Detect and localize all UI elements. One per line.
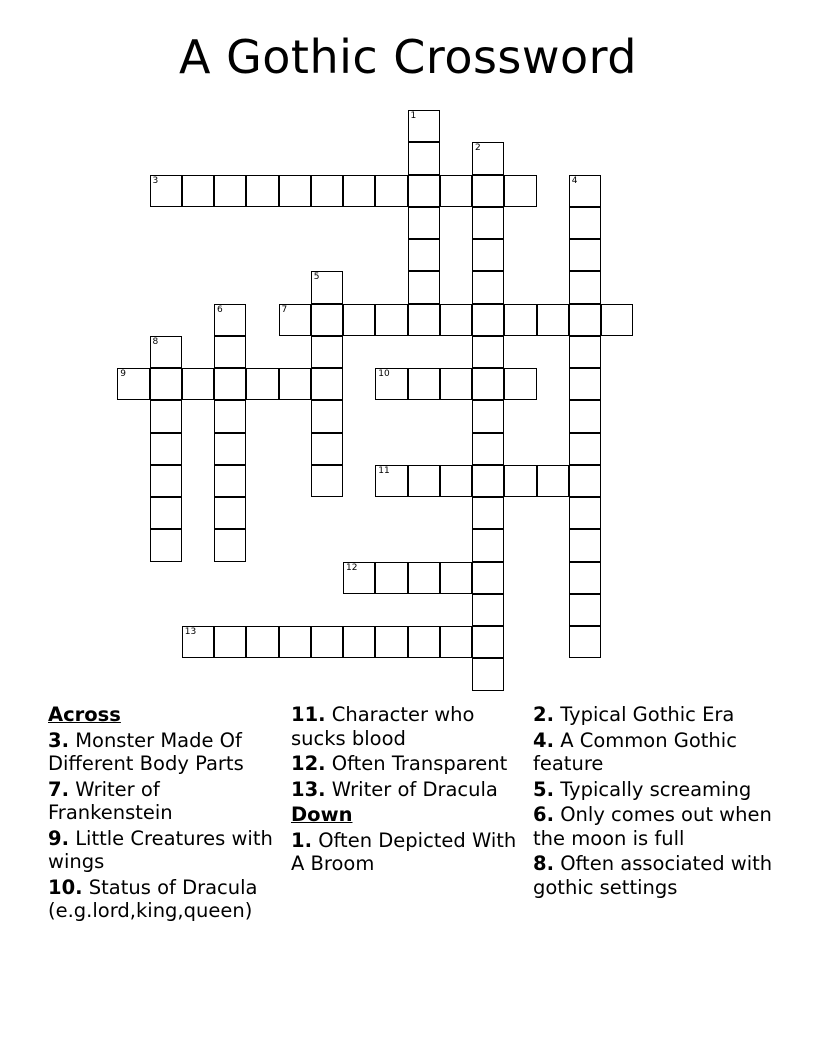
grid-cell[interactable]	[472, 433, 504, 465]
grid-cell[interactable]	[246, 626, 278, 658]
grid-cell[interactable]	[569, 626, 601, 658]
clue-across-12	[291, 752, 527, 776]
grid-cell[interactable]	[569, 594, 601, 626]
grid-cell[interactable]	[440, 368, 472, 400]
grid-cell[interactable]	[408, 110, 440, 142]
grid-cell[interactable]	[343, 304, 375, 336]
grid-cell[interactable]	[569, 207, 601, 239]
grid-cell[interactable]	[504, 368, 536, 400]
clue-text: Status of Dracula (e.g.lord,king,queen)	[48, 875, 258, 922]
grid-cell[interactable]	[569, 400, 601, 432]
clue-text: Little Creatures with wings	[48, 826, 273, 873]
clue-down-8	[533, 852, 773, 899]
clue-across-3	[48, 729, 284, 776]
grid-cell[interactable]	[472, 497, 504, 529]
grid-cell[interactable]	[472, 658, 504, 690]
grid-cell[interactable]	[472, 271, 504, 303]
clues-column-2	[291, 703, 527, 878]
grid-cell[interactable]	[214, 368, 246, 400]
clue-across-7	[48, 778, 284, 825]
clue-number-label: 10	[378, 369, 390, 379]
grid-cell[interactable]	[537, 304, 569, 336]
clue-text: Often Transparent	[331, 752, 508, 775]
grid-cell[interactable]	[214, 175, 246, 207]
grid-cell[interactable]	[343, 626, 375, 658]
clue-text: Monster Made Of Different Body Parts	[48, 728, 244, 775]
grid-cell[interactable]	[214, 529, 246, 561]
clue-number: 3.	[48, 728, 69, 752]
clue-number: 10.	[48, 875, 83, 899]
clue-number: 1.	[291, 828, 312, 852]
grid-cell[interactable]	[472, 562, 504, 594]
grid-cell[interactable]	[343, 562, 375, 594]
grid-cell[interactable]	[472, 336, 504, 368]
grid-cell[interactable]	[214, 465, 246, 497]
grid-cell[interactable]	[472, 175, 504, 207]
grid-cell[interactable]	[214, 336, 246, 368]
clue-number: 8.	[533, 852, 554, 875]
grid-cell[interactable]	[311, 433, 343, 465]
grid-cell[interactable]	[375, 304, 407, 336]
grid-cell[interactable]	[375, 368, 407, 400]
grid-cell[interactable]	[117, 368, 149, 400]
grid-cell[interactable]	[569, 529, 601, 561]
grid-cell[interactable]	[408, 207, 440, 239]
grid-cell[interactable]	[408, 626, 440, 658]
grid-cell[interactable]	[311, 368, 343, 400]
grid-cell[interactable]	[375, 626, 407, 658]
grid-cell[interactable]	[375, 175, 407, 207]
clue-number: 12.	[291, 752, 326, 775]
clue-number: 7.	[48, 777, 69, 801]
grid-cell[interactable]	[279, 175, 311, 207]
grid-cell[interactable]	[537, 465, 569, 497]
grid-cell[interactable]	[472, 142, 504, 174]
clue-across-11	[291, 703, 527, 750]
page-title: A Gothic Crossword	[179, 30, 637, 84]
grid-cell[interactable]	[375, 562, 407, 594]
grid-cell[interactable]	[311, 175, 343, 207]
clue-number-label: 1	[410, 111, 417, 121]
grid-cell[interactable]	[504, 175, 536, 207]
grid-cell[interactable]	[569, 304, 601, 336]
grid-cell[interactable]	[150, 336, 182, 368]
clue-number-label: 11	[378, 465, 390, 476]
grid-cell[interactable]	[182, 368, 214, 400]
clue-number-label: 4	[571, 175, 578, 186]
grid-cell[interactable]	[214, 400, 246, 432]
clue-number-label: 8	[152, 336, 159, 347]
clue-text: Often Depicted With A Broom	[291, 828, 517, 875]
grid-cell[interactable]	[569, 433, 601, 465]
grid-cell[interactable]	[569, 239, 601, 271]
clue-number-label: 5	[313, 272, 320, 283]
grid-cell[interactable]	[440, 626, 472, 658]
clue-text: Typical Gothic Era	[560, 703, 735, 726]
grid-cell[interactable]	[472, 626, 504, 658]
grid-cell[interactable]	[408, 304, 440, 336]
grid-cell[interactable]	[408, 239, 440, 271]
across-heading: Across	[48, 703, 121, 726]
clue-text: Typically screaming	[560, 777, 752, 801]
grid-cell[interactable]	[408, 142, 440, 174]
clue-down-4	[533, 729, 773, 776]
clues-column-1	[48, 703, 284, 925]
clue-number: 6.	[533, 803, 554, 826]
clue-down-1	[291, 829, 527, 876]
clue-number-label: 3	[152, 175, 159, 186]
grid-cell[interactable]	[472, 529, 504, 561]
grid-cell[interactable]	[246, 368, 278, 400]
clue-number: 11.	[291, 703, 326, 726]
grid-cell[interactable]	[279, 304, 311, 336]
clue-text: Only comes out when the moon is full	[533, 803, 772, 850]
clue-across-13	[291, 778, 527, 802]
clue-text: Character who sucks blood	[291, 703, 475, 750]
grid-cell[interactable]	[569, 271, 601, 303]
grid-cell[interactable]	[408, 465, 440, 497]
grid-cell[interactable]	[214, 304, 246, 336]
grid-cell[interactable]	[408, 368, 440, 400]
grid-cell[interactable]	[214, 433, 246, 465]
grid-cell[interactable]	[569, 562, 601, 594]
grid-cell[interactable]	[343, 175, 375, 207]
grid-cell[interactable]	[150, 175, 182, 207]
grid-cell[interactable]	[440, 562, 472, 594]
clue-down-5	[533, 778, 773, 802]
clue-number-label: 2	[475, 143, 481, 154]
grid-cell[interactable]	[601, 304, 633, 336]
grid-cell[interactable]	[182, 175, 214, 207]
grid-cell[interactable]	[569, 497, 601, 529]
grid-cell[interactable]	[150, 400, 182, 432]
clue-across-9	[48, 827, 284, 874]
grid-cell[interactable]	[311, 400, 343, 432]
clue-text: Writer of Frankenstein	[48, 777, 173, 824]
clue-text: Writer of Dracula	[331, 777, 498, 801]
clue-number: 13.	[291, 777, 326, 801]
clue-number: 2.	[533, 703, 554, 726]
clue-down-2	[533, 703, 773, 727]
grid-cell[interactable]	[150, 433, 182, 465]
grid-cell[interactable]	[504, 304, 536, 336]
grid-cell[interactable]	[150, 529, 182, 561]
grid-cell[interactable]	[569, 465, 601, 497]
grid-cell[interactable]	[150, 465, 182, 497]
clue-down-6	[533, 803, 773, 850]
grid-cell[interactable]	[504, 465, 536, 497]
grid-cell[interactable]	[214, 497, 246, 529]
grid-cell[interactable]	[472, 304, 504, 336]
grid-cell[interactable]	[311, 626, 343, 658]
grid-cell[interactable]	[279, 368, 311, 400]
grid-cell[interactable]	[472, 239, 504, 271]
grid-cell[interactable]	[279, 626, 311, 658]
clue-text: A Common Gothic feature	[533, 728, 737, 775]
grid-cell[interactable]	[214, 626, 246, 658]
grid-cell[interactable]	[311, 271, 343, 303]
grid-cell[interactable]	[246, 175, 278, 207]
grid-cell[interactable]	[472, 465, 504, 497]
grid-cell[interactable]	[150, 368, 182, 400]
clue-number-label: 6	[217, 304, 223, 315]
clue-number-label: 7	[281, 304, 288, 315]
grid-cell[interactable]	[440, 304, 472, 336]
grid-cell[interactable]	[440, 465, 472, 497]
clue-text: Often associated with gothic settings	[533, 852, 773, 899]
grid-cell[interactable]	[472, 207, 504, 239]
clue-number-label: 9	[120, 369, 126, 379]
grid-cell[interactable]	[440, 175, 472, 207]
grid-cell[interactable]	[311, 465, 343, 497]
clue-number: 9.	[48, 826, 69, 850]
grid-cell[interactable]	[472, 368, 504, 400]
grid-cell[interactable]	[182, 626, 214, 658]
grid-cell[interactable]	[569, 368, 601, 400]
clue-number: 5.	[533, 777, 554, 801]
grid-cell[interactable]	[408, 175, 440, 207]
grid-cell[interactable]	[472, 594, 504, 626]
grid-cell[interactable]	[408, 271, 440, 303]
grid-cell[interactable]	[150, 497, 182, 529]
clue-number: 4.	[533, 728, 554, 752]
grid-cell[interactable]	[569, 336, 601, 368]
clue-across-10	[48, 876, 284, 923]
grid-cell[interactable]	[408, 562, 440, 594]
clue-number-label: 12	[346, 562, 358, 573]
clues-column-3	[533, 703, 773, 901]
grid-cell[interactable]	[375, 465, 407, 497]
down-heading: Down	[291, 803, 353, 826]
grid-cell[interactable]	[311, 336, 343, 368]
grid-cell[interactable]	[472, 400, 504, 432]
grid-cell[interactable]	[569, 175, 601, 207]
grid-cell[interactable]	[311, 304, 343, 336]
clue-number-label: 13	[184, 627, 197, 637]
